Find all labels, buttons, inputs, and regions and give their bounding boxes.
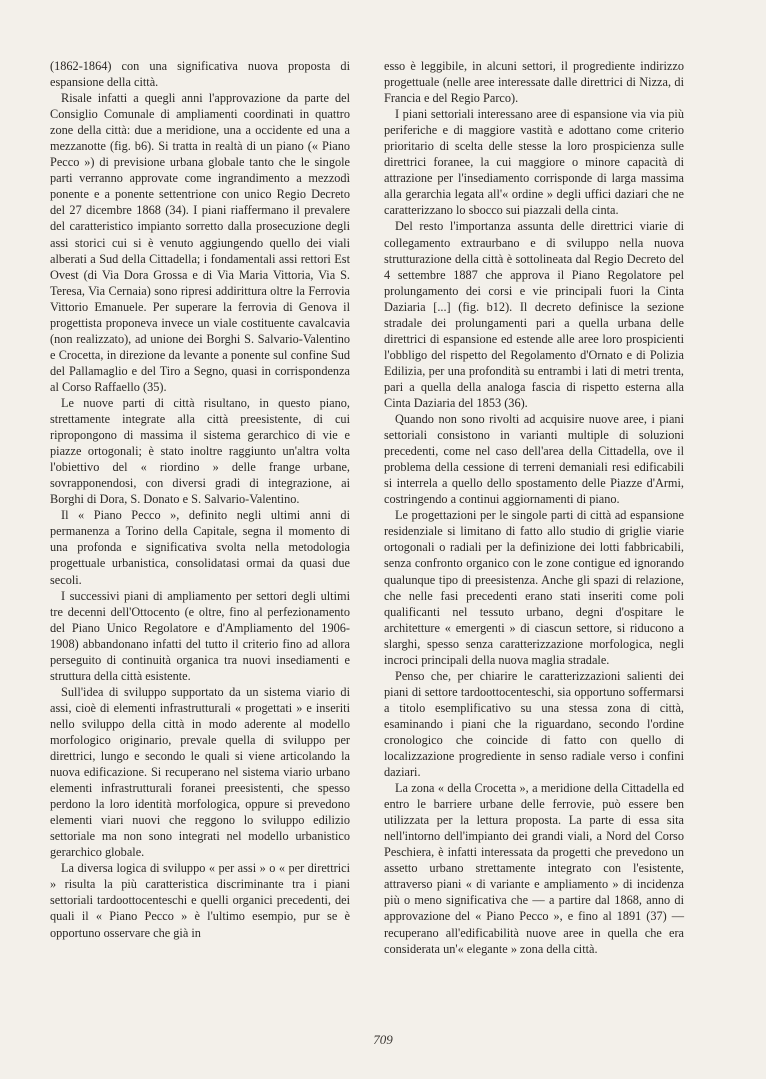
left-text-column bbox=[50, 58, 350, 941]
paragraph: I piani settoriali interessano aree di espansione via via più periferiche e di maggiore vastità e adottano come criterio prioritario di scelta delle stesse la loro prospicienza sulle direttrici foranee, la cui maggiore o minore capacità di attrazione per l'insediamento corrisponde di larga massima alla gerarchia legata all'« ordine » degli uffici daziari che ne caratterizzano lo sbocco sui piazzali della cinta. bbox=[384, 107, 684, 218]
paragraph: Sull'idea di sviluppo supportato da un sistema viario di assi, cioè di elementi infrastrutturali « progettati » e inseriti nello sviluppo della città in modo aderente al modello morfologico originario, prevale quella di sviluppo per direttrici, lungo e secondo le quali si viene articolando la nuova edificazione. Si recuperano nel sistema viario urbano elementi infrastrutturali foranei preesistenti, che spesso perdono la loro identità morfologica, oppure si prevedono elementi viari nuovi che reggono lo sviluppo edilizio settoriale ma non sono integrati nel modello urbanistico gerarchico globale. bbox=[50, 684, 350, 860]
paragraph: Risale infatti a quegli anni l'approvazione da parte del Consiglio Comunale di ampliamenti coordinati in quattro zone della città: due a meridione, una a occidente ed una a mezzanotte (fig. b6). Si tratta in realtà di un piano (« Piano Pecco ») di previsione urbana globale tanto che le singole parti verranno approvate come ingrandimento a mezzodì ponente e a ponente settentrione con unico Regio Decreto del 27 dicembre 1868 (34). I piani riaffermano il prevalere del caratteristico impianto sorretto dalla prosecuzione degli assi storici cui si è venuto aggiungendo quello dei viali alberati a Sud della Cittadella; i fondamentali assi rettori Est Ovest (di Via Dora Grossa e di Via Maria Vittoria, Via S. Teresa, Via Cernaia) sono ripresi addirittura oltre la Ferrovia Vittorio Emanuele. Per superare la ferrovia di Genova il progettista proponeva invece un viale costituente cavalcavia (non realizzato), ad unione dei Borghi S. Salvario-Valentino e Crocetta, in direzione da levante a ponente sul confine Sud del Pallamaglio e del Tiro a Segno, quasi in corrispondenza al Corso Raffaello (35). bbox=[50, 91, 350, 394]
paragraph: Le nuove parti di città risultano, in questo piano, strettamente integrate alla città preesistente, di cui ripropongono di massima il sistema gerarchico di vie e piazze ortogonali; è stato inoltre raggiunto un'altra volta l'obiettivo del « riordino » delle frange urbane, sovrapponendosi, con diversi gradi di integrazione, ai Borghi di Dora, S. Donato e S. Salvario-Valentino. bbox=[50, 395, 350, 507]
paragraph: Del resto l'importanza assunta delle direttrici viarie di collegamento extraurbano e di sviluppo nella nuova strutturazione della città è sottolineata dal Regio Decreto del 4 settembre 1887 che approva il Piano Regolatore pel prolungamento dei corsi e vie principali fuori la Cinta Daziaria [...] (fig. b12). Il decreto definisce la sezione stradale dei prolungamenti pari a quella urbana delle direttrici di espansione ed estende alle aree loro prospicienti l'obbligo del rispetto del Regolamento d'Ornato e di Polizia Edilizia, per una profondità su entrambi i lati di metri trenta, pari a quella della analoga fascia di rispetto esterna alla Cinta Daziaria del 1853 (36). bbox=[384, 219, 684, 410]
page-number: 709 bbox=[373, 1032, 393, 1047]
paragraph: Le progettazioni per le singole parti di città ad espansione residenziale si limitano di fatto allo studio di griglie viarie ortogonali o radiali per la definizione dei lotti fabbricabili, senza confronto organico con le zone contigue ed ignorando qualunque tipo di preesistenza. Anche gli spazi di relazione, che nelle fasi precedenti erano stati inseriti come poli qualificanti nel tessuto urbano, degni d'ospitare le architetture « emergenti » di ciascun settore, si riducono a slarghi, spesso senza caratterizzazione morfologica, negli incroci principali della nuova maglia stradale. bbox=[384, 508, 684, 667]
paragraph: La diversa logica di sviluppo « per assi » o « per direttrici » risulta la più caratteristica discriminante tra i piani settoriali tardoottocenteschi e quelli organici precedenti, dei quali il « Piano Pecco » è l'ultimo esempio, pur se è opportuno osservare che già in bbox=[50, 861, 350, 940]
paragraph: Penso che, per chiarire le caratterizzazioni salienti dei piani di settore tardoottocenteschi, sia opportuno soffermarsi a titolo esemplificativo su una stessa zona di città, esaminando i piani che la riguardano, secondo l'ordine cronologico che coincide di fatto con quello di localizzazione progrediente in senso radiale verso i confini daziari. bbox=[384, 668, 684, 780]
paragraph: Il « Piano Pecco », definito negli ultimi anni di permanenza a Torino della Capitale, segna il momento di una profonda e significativa svolta nella metodologia progettuale urbanistica, consolidatasi ormai da quasi due secoli. bbox=[50, 508, 350, 587]
paragraph: I successivi piani di ampliamento per settori degli ultimi tre decenni dell'Ottocento (e oltre, fino al perfezionamento del Piano Unico Regolatore e d'Ampliamento del 1906-1908) abbandonano infatti del tutto il criterio fino ad allora perseguito di continuità organica tra nuovi insediamenti e struttura della città esistente. bbox=[50, 588, 350, 683]
paragraph: La zona « della Crocetta », a meridione della Cittadella ed entro le barriere urbane delle ferrovie, può essere ben utilizzata per la lettura proposta. La parte di essa sita nell'intorno dell'impianto dei grandi viali, a Nord del Corso Peschiera, è infatti interessata da progetti che prevedono un assetto urbano strettamente integrato con l'esistente, attraverso piani « di variante e ampliamento » di incidenza più o meno significativa che — a partire dal 1868, anno di approvazione del « Piano Pecco », e fino al 1891 (37) — recuperano all'edificabilità nuove aree in quella che era considerata un'« elegante » zona della città. bbox=[384, 781, 684, 956]
right-text-column bbox=[384, 58, 684, 957]
paragraph: esso è leggibile, in alcuni settori, il progrediente indirizzo progettuale (nelle aree interessate dalle direttrici di Nizza, di Francia e del Regio Parco). bbox=[384, 59, 684, 106]
paragraph: Quando non sono rivolti ad acquisire nuove aree, i piani settoriali consistono in varianti multiple di soluzioni precedenti, come nel caso dell'area della Cittadella, ove il problema della cessione di terreni demaniali resi edificabili si interrela a quello dello spostamento delle Piazze d'Armi, costringendo a continui aggiornamenti di piano. bbox=[384, 412, 684, 507]
paragraph: (1862-1864) con una significativa nuova proposta di espansione della città. bbox=[50, 59, 350, 90]
